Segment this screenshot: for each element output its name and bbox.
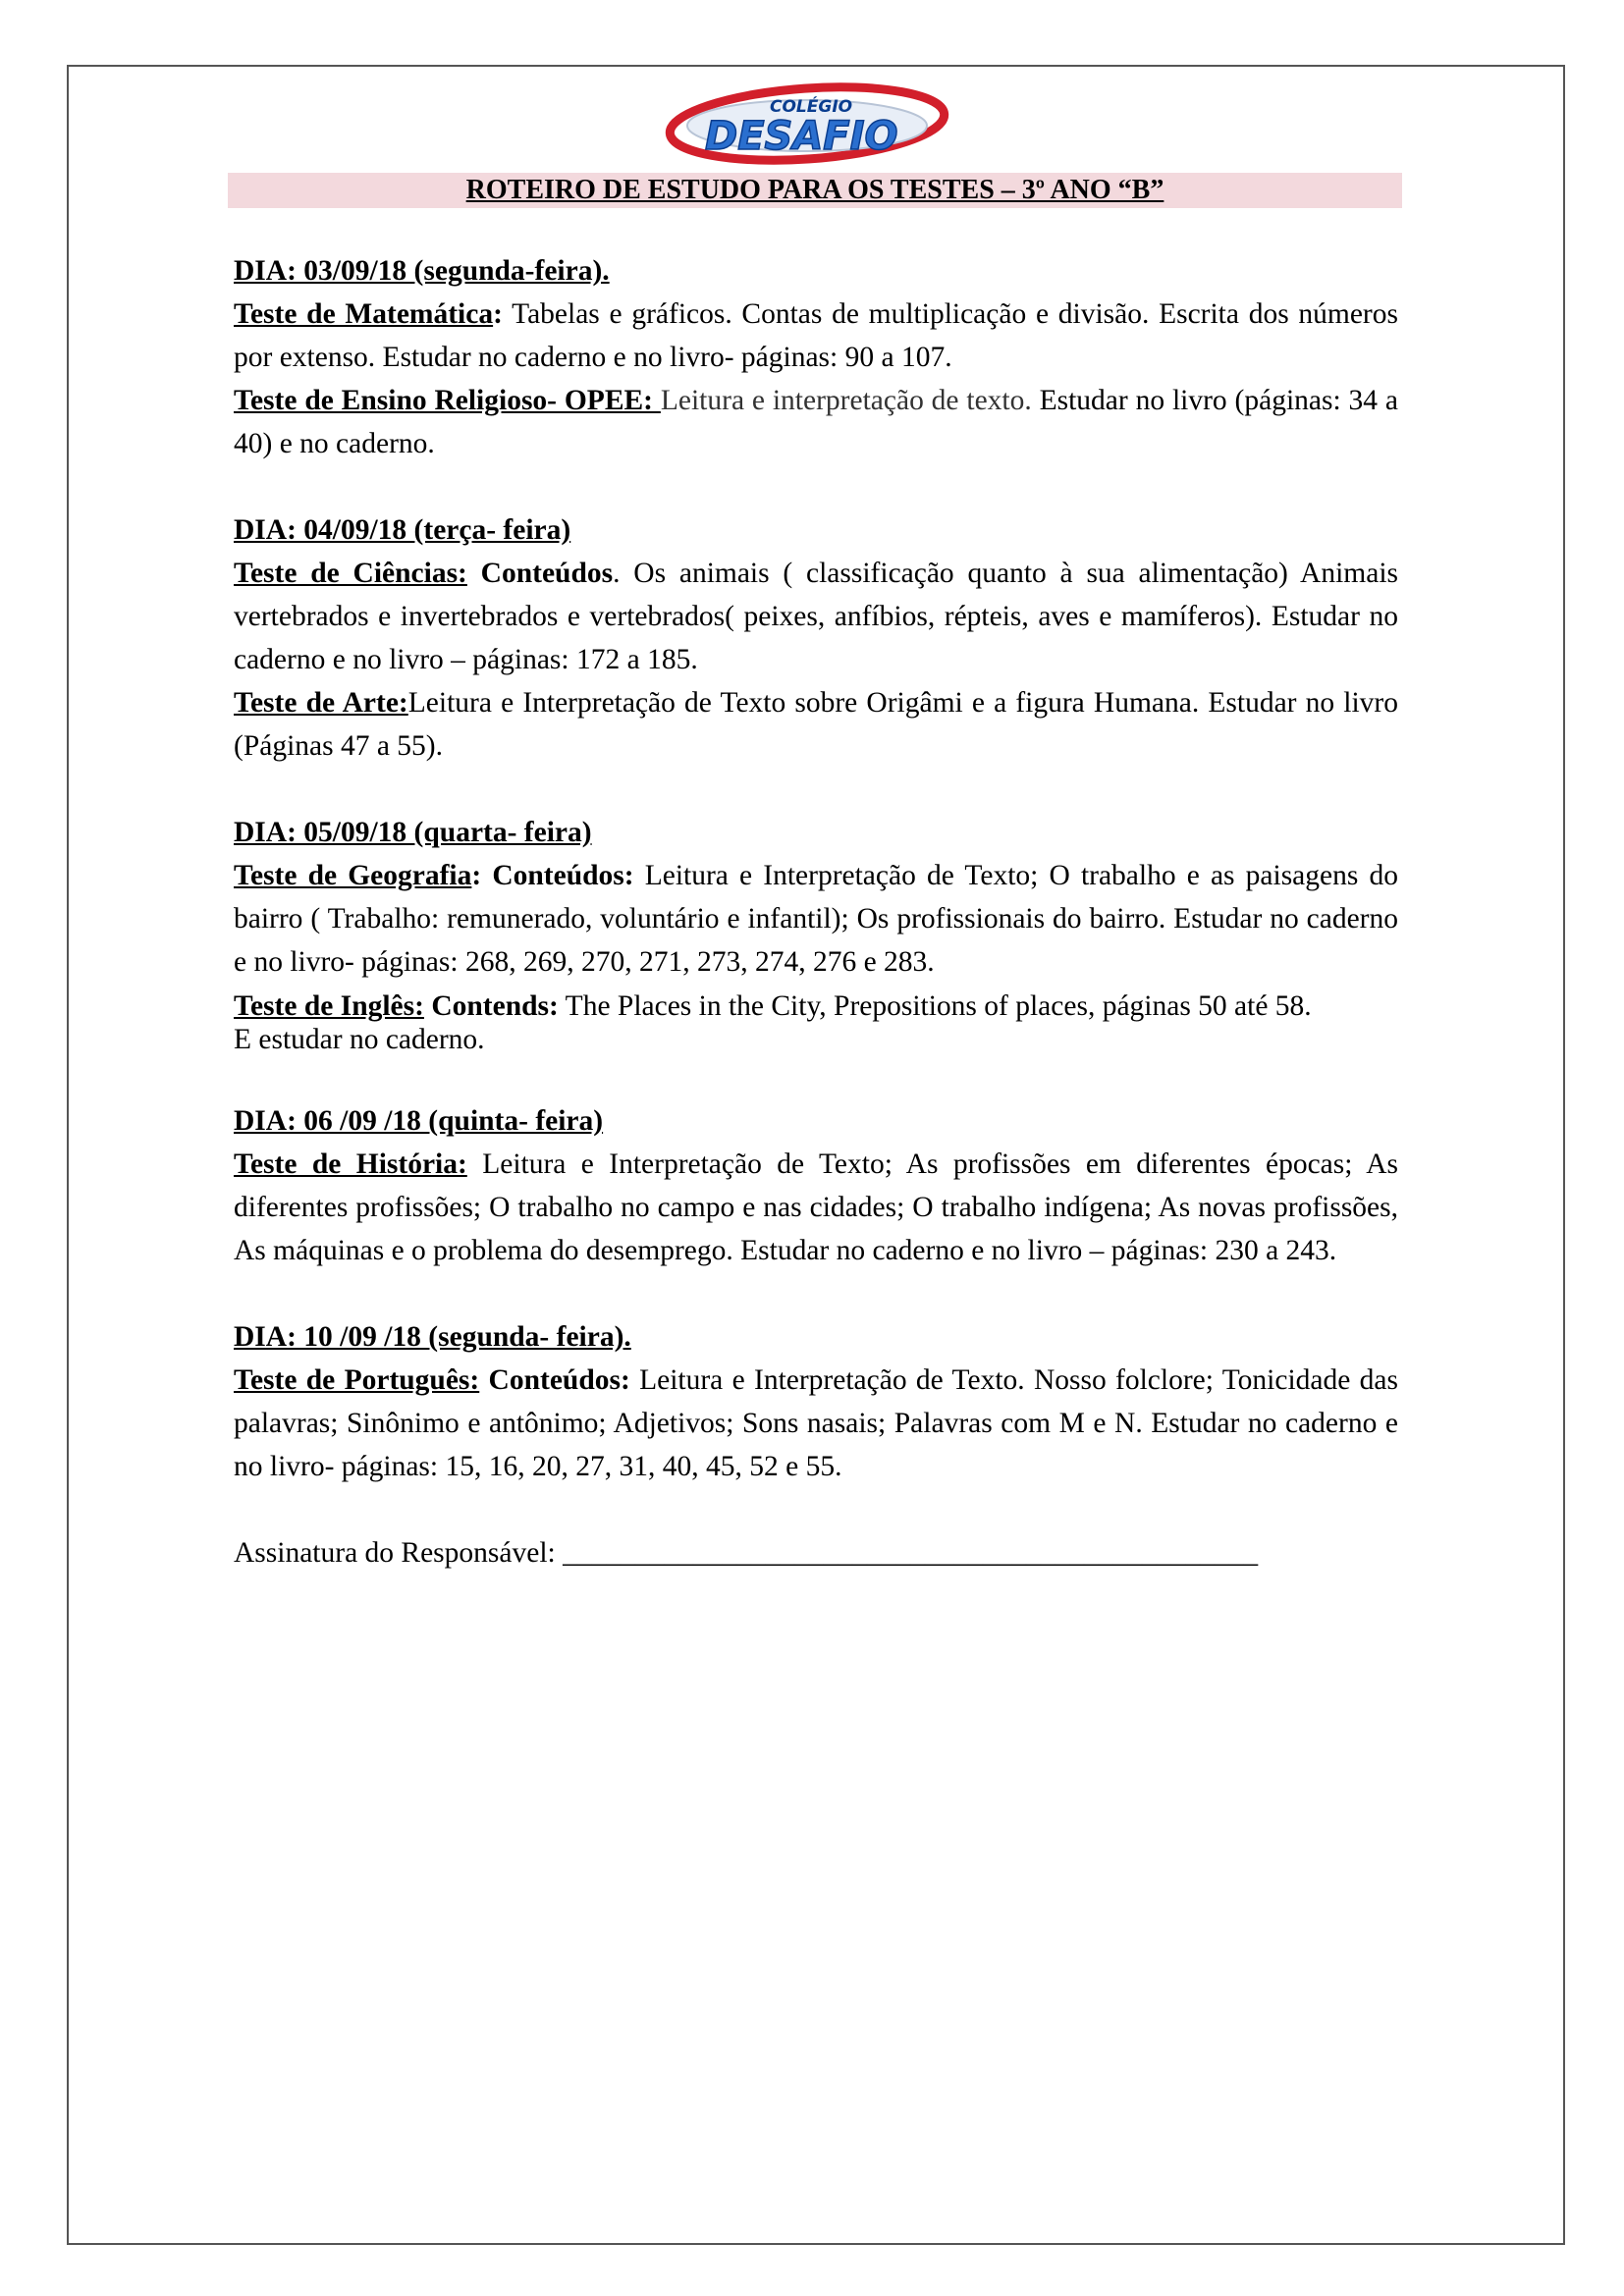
day-block-2 (234, 508, 1398, 768)
subject-label: Teste de História: (234, 1148, 467, 1180)
subject-label: Teste de Ensino Religioso- OPEE: (234, 385, 661, 416)
test-description-cont: Estudar no livro (páginas: 34 a 40) e no caderno. (234, 385, 1398, 459)
day-heading: DIA: 03/09/18 (segunda-feira). (234, 255, 610, 287)
study-schedule (234, 249, 1398, 1575)
subject-colon: : (493, 298, 503, 330)
conteudos-label: Conteúdos: (479, 1364, 630, 1396)
subject-label: Teste de Matemática (234, 298, 494, 330)
day-heading: DIA: 06 /09 /18 (quinta- feira) (234, 1105, 604, 1137)
test-item-historia (234, 1143, 1398, 1272)
day-block-5 (234, 1315, 1398, 1488)
contends-label: Contends: (423, 990, 559, 1022)
test-description: Leitura e Interpretação de Texto. Nosso folclore; Tonicidade das palavras; Sinônimo e antônimo; Adjetivos; Sons nasais; Palavras com M e N. Estudar no caderno e no livro- páginas: 15, 16, 20, 27, 31, 40, 45, 52 e 55. (234, 1364, 1398, 1482)
test-item-portugues (234, 1359, 1398, 1488)
signature-line[interactable]: Assinatura do Responsável: ________________________________________________ (234, 1537, 1259, 1569)
test-description: . Os animais ( classificação quanto à sua alimentação) Animais vertebrados e invertebrados e vertebrados( peixes, anfíbios, répteis, aves e mamíferos). Estudar no caderno e no livro – páginas: 172 a 185. (234, 558, 1399, 675)
subject-label: Teste de Ciências: (234, 558, 467, 589)
test-description: Leitura e Interpretação de Texto; As profissões em diferentes épocas; As diferentes profissões; O trabalho no campo e nas cidades; O trabalho indígena; As novas profissões, As máquinas e o problema do desemprego. Estudar no caderno e no livro – páginas: 230 a 243. (234, 1148, 1398, 1266)
test-description: Leitura e Interpretação de Texto sobre Origâmi e a figura Humana. Estudar no livro (Páginas 47 a 55). (234, 687, 1398, 762)
logo-line1: COLÉGIO (770, 97, 853, 117)
extra-note: E estudar no caderno. (234, 1024, 485, 1055)
test-item-matematica (234, 293, 1398, 379)
test-description: Tabelas e gráficos. Contas de multiplicação e divisão. Escrita dos números por extenso. Estudar no caderno e no livro- páginas: 90 a 107. (234, 298, 1398, 373)
test-description: Leitura e interpretação de texto. (660, 385, 1032, 416)
conteudos-label: Conteúdos (466, 558, 614, 589)
test-item-arte (234, 681, 1398, 768)
day-block-3 (234, 811, 1398, 1056)
test-description: The Places in the City, Prepositions of places, páginas 50 até 58. (558, 990, 1312, 1022)
logo-line2: DESAFIO (705, 114, 898, 159)
test-item-ensino-religioso (234, 379, 1398, 465)
day-heading: DIA: 05/09/18 (quarta- feira) (234, 817, 592, 848)
day-block-1 (234, 249, 1398, 465)
document-title-bar (228, 173, 1402, 208)
conteudos-label: : Conteúdos: (471, 860, 634, 891)
subject-label: Teste de Inglês: (234, 990, 424, 1022)
test-item-ciencias (234, 552, 1398, 681)
test-description: Leitura e Interpretação de Texto; O trabalho e as paisagens do bairro ( Trabalho: remunerado, voluntário e infantil); Os profissionais do bairro. Estudar no caderno e no livro- páginas: 268, 269, 270, 271, 273, 274, 276 e 283. (234, 860, 1398, 978)
colegio-desafio-logo (660, 77, 954, 165)
day-heading: DIA: 10 /09 /18 (segunda- feira). (234, 1321, 631, 1353)
subject-label: Teste de Geografia (234, 860, 472, 891)
test-item-ingles (234, 989, 1398, 1023)
document-title: ROTEIRO DE ESTUDO PARA OS TESTES – 3º ANO “B” (465, 175, 1164, 205)
day-heading: DIA: 04/09/18 (terça- feira) (234, 514, 571, 546)
day-block-4 (234, 1099, 1398, 1272)
subject-label: Teste de Português: (234, 1364, 480, 1396)
subject-label: Teste de Arte: (234, 687, 408, 719)
test-item-geografia (234, 854, 1398, 984)
